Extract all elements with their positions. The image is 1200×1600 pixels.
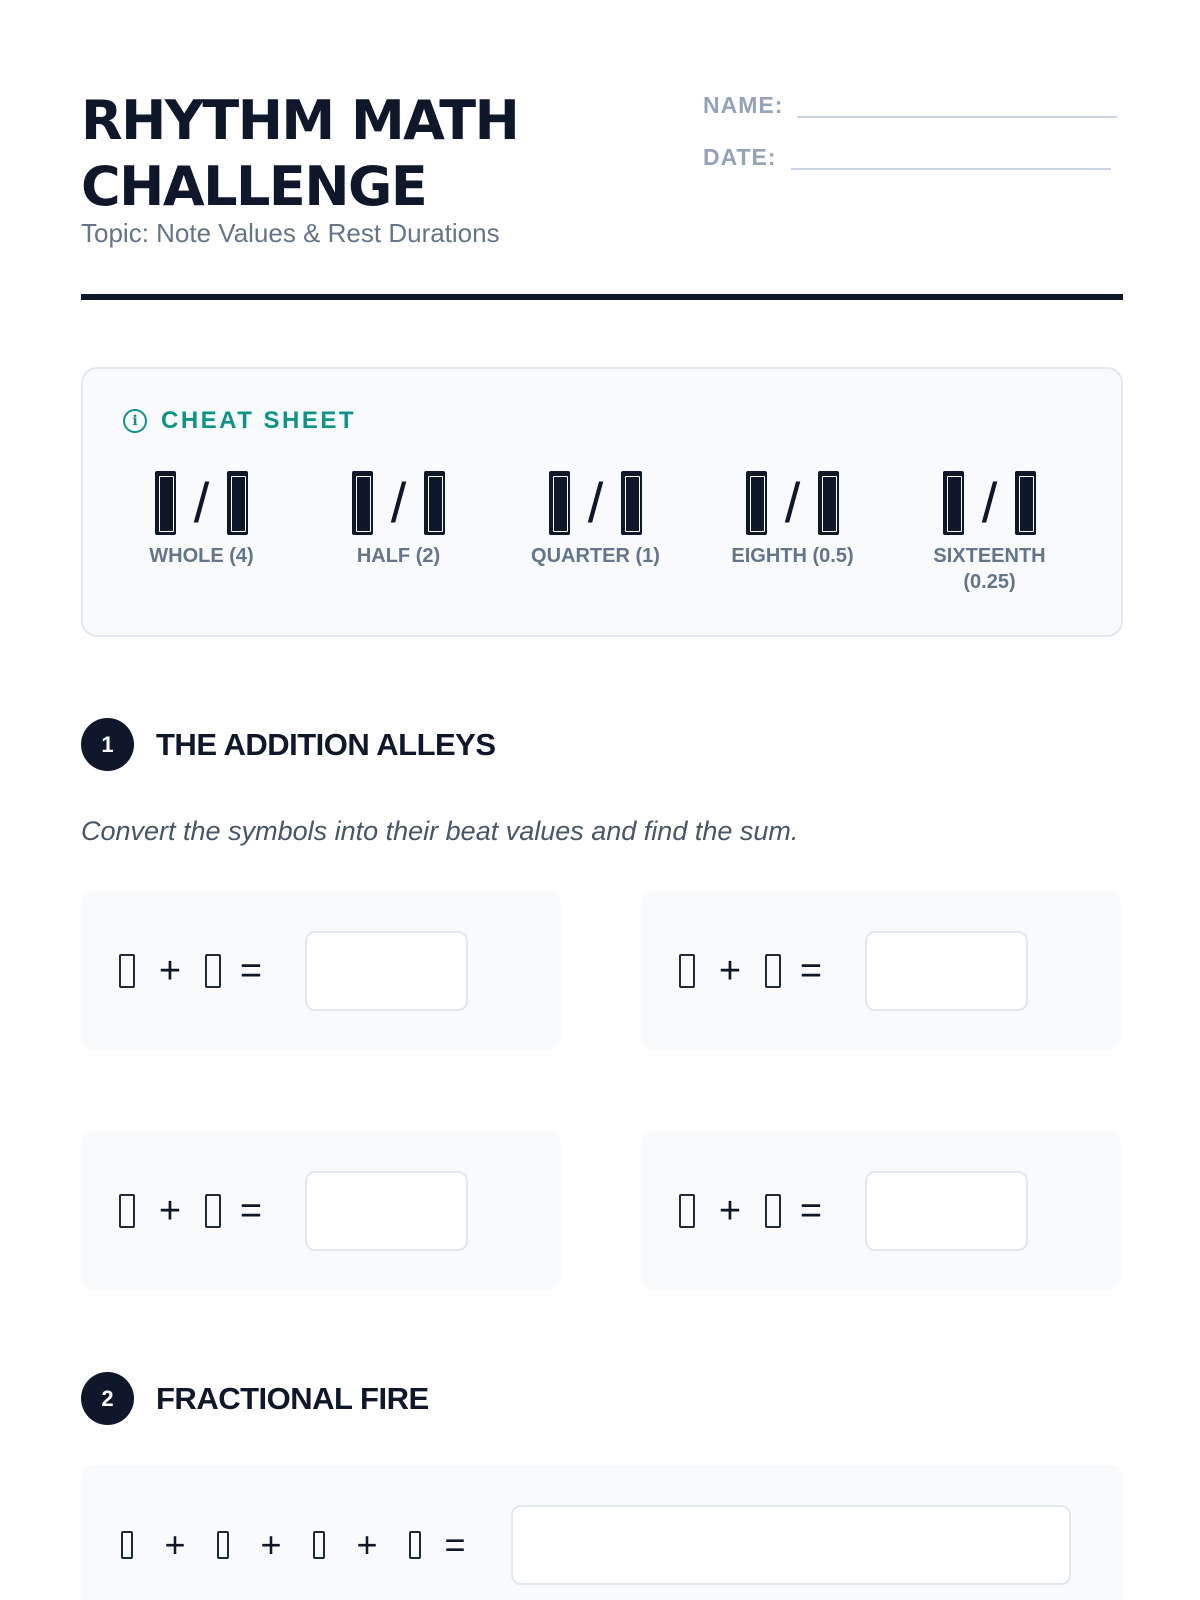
plus-operator: +: [718, 949, 742, 992]
eighth-note-icon: [746, 471, 767, 535]
answer-box[interactable]: [511, 1505, 1071, 1585]
note-symbol-icon: [679, 1194, 695, 1228]
cheat-sheet-panel: [81, 367, 1123, 637]
legend-item-half: [300, 469, 497, 595]
section-title: THE ADDITION ALLEYS: [156, 726, 496, 762]
plus-operator: +: [718, 1189, 742, 1232]
problem-card-wide: [81, 1465, 1123, 1600]
note-rest-glyphs: [694, 469, 891, 537]
answer-box[interactable]: [865, 931, 1028, 1011]
whole-rest-icon: [227, 471, 248, 535]
note-symbol-icon: [765, 954, 781, 988]
note-symbol-icon: [205, 1194, 221, 1228]
plus-operator: +: [158, 949, 182, 992]
page-title: [81, 88, 641, 220]
note-symbol-icon: [119, 1194, 135, 1228]
cheat-sheet-title: CHEAT SHEET: [161, 407, 357, 434]
cheat-sheet-heading: [123, 407, 356, 435]
info-icon: i: [123, 409, 147, 433]
legend-label: EIGHTH (0.5): [731, 545, 854, 567]
separator: /: [981, 471, 998, 534]
note-legend: [103, 469, 1103, 595]
legend-item-quarter: [497, 469, 694, 595]
problem-card: [81, 891, 561, 1050]
plus-operator: +: [356, 1524, 378, 1565]
note-rest-glyphs: [891, 469, 1088, 537]
equals-operator: =: [799, 1189, 823, 1232]
half-rest-icon: [424, 471, 445, 535]
date-field[interactable]: [703, 140, 1111, 170]
half-note-icon: [352, 471, 373, 535]
sixteenth-note-icon: [943, 471, 964, 535]
note-rest-glyphs: [103, 469, 300, 537]
title-line-1: RHYTHM MATH: [81, 89, 519, 152]
section-title: FRACTIONAL FIRE: [156, 1380, 429, 1416]
equals-operator: =: [239, 1189, 263, 1232]
section-2-heading: [81, 1372, 429, 1425]
equation-row: [121, 1505, 1071, 1585]
header-divider: [81, 294, 1123, 300]
equals-operator: =: [799, 949, 823, 992]
separator: /: [193, 471, 210, 534]
note-symbol-icon: [313, 1531, 325, 1559]
name-label: NAME:: [703, 92, 784, 118]
note-rest-glyphs: [497, 469, 694, 537]
title-line-2: CHALLENGE: [81, 155, 427, 218]
note-symbol-icon: [119, 954, 135, 988]
whole-note-icon: [155, 471, 176, 535]
legend-item-sixteenth: [891, 469, 1088, 595]
worksheet-page: [81, 0, 1123, 1600]
note-symbol-icon: [205, 954, 221, 988]
legend-label: QUARTER (1): [531, 545, 660, 567]
eighth-rest-icon: [818, 471, 839, 535]
answer-box[interactable]: [865, 1171, 1028, 1251]
note-symbol-icon: [409, 1531, 421, 1559]
separator: /: [784, 471, 801, 534]
answer-box[interactable]: [305, 931, 468, 1011]
note-symbol-icon: [121, 1531, 133, 1559]
equals-operator: =: [444, 1524, 466, 1565]
quarter-rest-icon: [621, 471, 642, 535]
name-field[interactable]: [703, 88, 1117, 118]
problem-card: [641, 891, 1121, 1050]
plus-operator: +: [260, 1524, 282, 1565]
answer-box[interactable]: [305, 1171, 468, 1251]
section-instruction: Convert the symbols into their beat values and find the sum.: [81, 816, 799, 846]
separator: /: [587, 471, 604, 534]
note-symbol-icon: [679, 954, 695, 988]
legend-label: WHOLE (4): [149, 545, 254, 567]
plus-operator: +: [164, 1524, 186, 1565]
worksheet-header: [81, 88, 1123, 300]
note-rest-glyphs: [300, 469, 497, 537]
date-line[interactable]: [791, 146, 1111, 170]
note-symbol-icon: [765, 1194, 781, 1228]
section-number-badge: 2: [81, 1372, 134, 1425]
legend-item-eighth: [694, 469, 891, 595]
section-1-heading: [81, 718, 496, 771]
legend-label: HALF (2): [356, 545, 441, 567]
sixteenth-rest-icon: [1015, 471, 1036, 535]
section-number-badge: 1: [81, 718, 134, 771]
note-symbol-icon: [217, 1531, 229, 1559]
quarter-note-icon: [549, 471, 570, 535]
problem-card: [641, 1131, 1121, 1290]
name-line[interactable]: [797, 94, 1117, 118]
legend-item-whole: [103, 469, 300, 595]
problem-card: [81, 1131, 561, 1290]
topic-subtitle: Topic: Note Values & Rest Durations: [81, 218, 500, 248]
plus-operator: +: [158, 1189, 182, 1232]
legend-label: SIXTEENTH (0.25): [933, 545, 1046, 593]
date-label: DATE:: [703, 144, 777, 170]
equals-operator: =: [239, 949, 263, 992]
separator: /: [390, 471, 407, 534]
